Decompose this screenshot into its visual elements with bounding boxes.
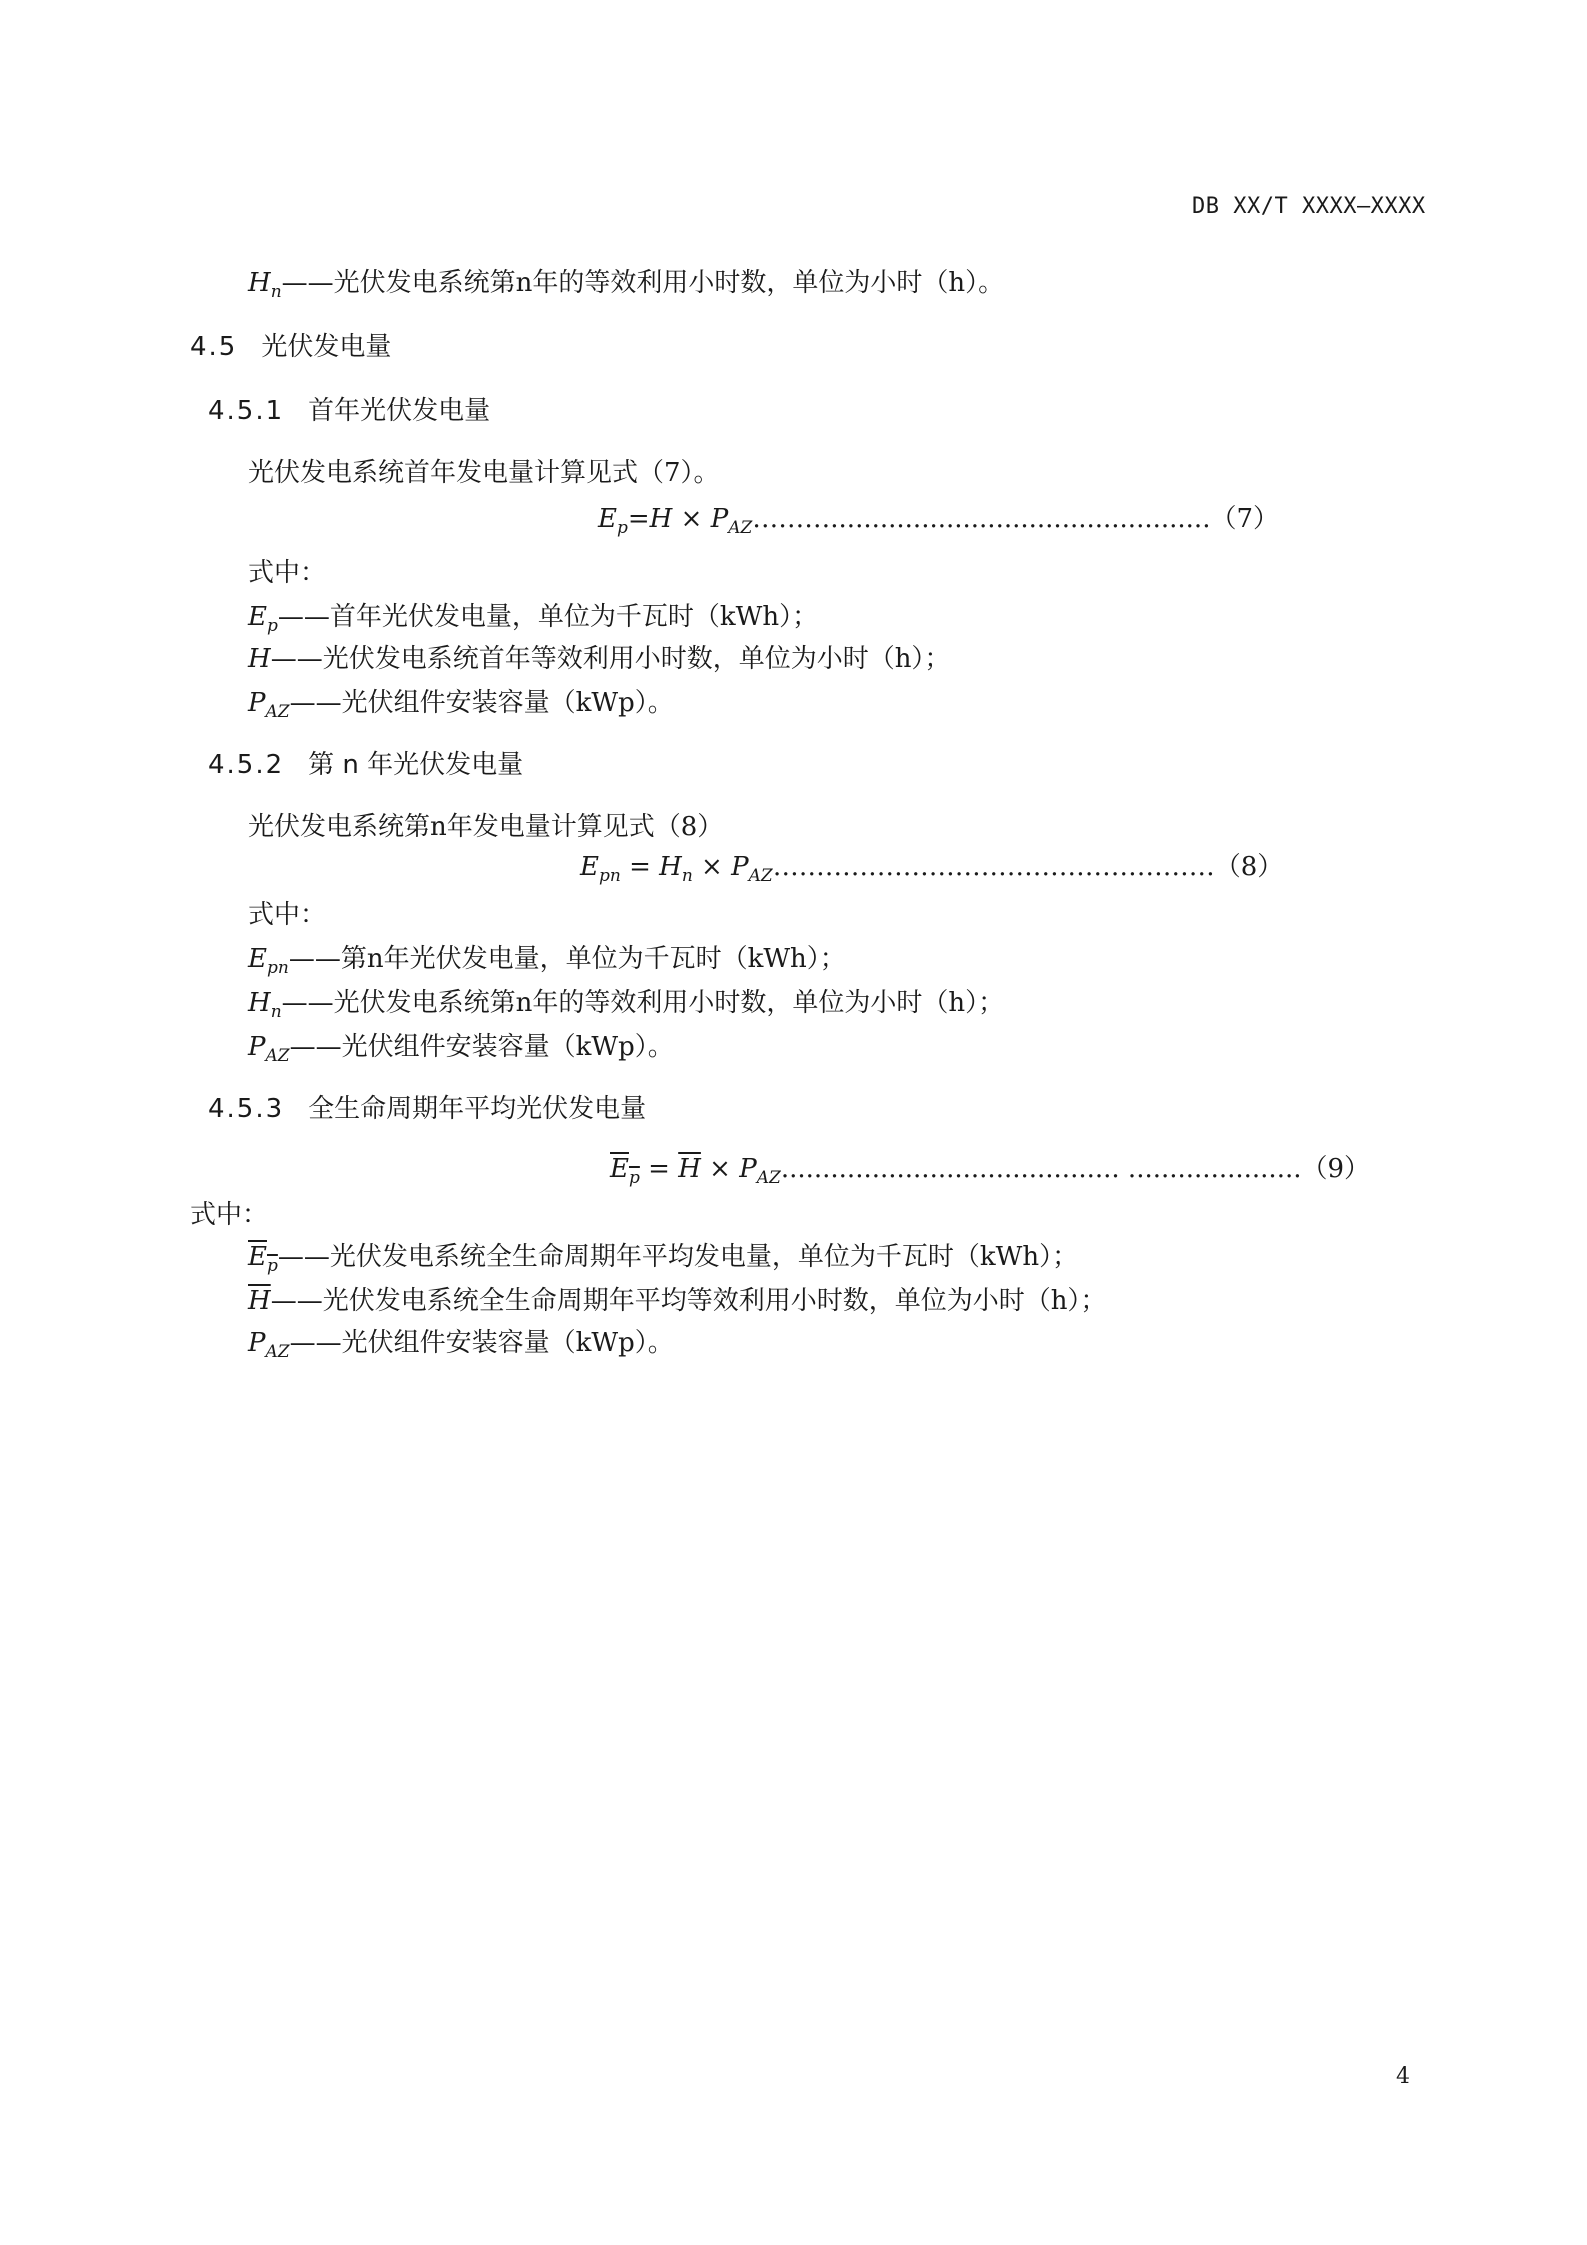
subscript: pn: [266, 958, 289, 978]
definition-epn: [248, 938, 846, 978]
symbol-e: E: [248, 944, 267, 974]
definition-hn-carryover: [248, 262, 1004, 302]
definition-h: [248, 638, 950, 675]
definition-text: ——光伏发电系统全生命周期年平均发电量，单位为千瓦时（kWh）；: [277, 1242, 1079, 1272]
mean-ep: [610, 1154, 640, 1188]
equals-sign: =: [620, 852, 660, 882]
section-heading-4-5-1: [208, 390, 490, 427]
definition-text: ——第n年光伏发电量，单位为千瓦时（kWh）；: [288, 944, 846, 974]
times-sign: ×: [672, 504, 711, 534]
symbol-h: H: [248, 268, 271, 298]
section-number: 4.5.2: [208, 750, 285, 780]
formula-label: （7）: [1210, 504, 1280, 534]
where-label: 式中：: [248, 900, 327, 930]
symbol-h-mean: $\overline{H}$: [678, 1154, 701, 1184]
subscript: AZ: [265, 1046, 290, 1066]
definition-paz: [248, 682, 674, 722]
symbol-e: E: [580, 852, 599, 882]
subscript: p: [266, 1256, 278, 1276]
symbol-p: P: [731, 852, 749, 882]
symbol-h: H: [659, 852, 682, 882]
symbol-e: E: [248, 602, 267, 632]
definition-text: ——光伏组件安装容量（kWp）。: [289, 688, 674, 718]
leader-dots: ……………………………………………: [772, 852, 1215, 882]
symbol-e: E: [248, 1242, 267, 1272]
section-number: 4.5.3: [208, 1094, 285, 1124]
definition-hn: [248, 982, 1004, 1022]
section-heading-4-5-3: [208, 1088, 646, 1125]
symbol-p: P: [739, 1154, 757, 1184]
where-label: 式中：: [248, 558, 327, 588]
mean-ep: [248, 1242, 278, 1276]
subscript: n: [681, 866, 693, 886]
section-title: 第 n 年光伏发电量: [308, 750, 524, 780]
subscript: p: [616, 518, 628, 538]
definition-ep-mean: [248, 1236, 1078, 1276]
section-number: 4.5: [190, 332, 238, 362]
definition-paz: [248, 1026, 674, 1066]
symbol-e: E: [598, 504, 617, 534]
subscript: pn: [598, 866, 621, 886]
section-heading-4-5-2: [208, 744, 523, 781]
leader-dots: ......................................... .....................: [780, 1154, 1302, 1184]
definition-text: ——光伏发电系统第n年的等效利用小时数，单位为小时（h）；: [281, 988, 1005, 1018]
formula-9: [610, 1148, 1370, 1188]
formula-label: （9）: [1301, 1154, 1371, 1184]
section-title: 首年光伏发电量: [308, 396, 491, 426]
equals-sign: =: [627, 504, 650, 534]
definition-text: ——首年光伏发电量，单位为千瓦时（kWh）；: [277, 602, 819, 632]
where-label: 式中：: [190, 1200, 269, 1230]
symbol-p: P: [248, 1328, 266, 1358]
paragraph-intro-7: 光伏发电系统首年发电量计算见式（7）。: [248, 458, 720, 488]
subscript: AZ: [748, 866, 773, 886]
symbol-p: P: [710, 504, 729, 534]
definition-paz: [248, 1322, 674, 1362]
formula-label: （8）: [1214, 852, 1284, 882]
section-title: 全生命周期年平均光伏发电量: [308, 1094, 647, 1124]
section-number: 4.5.1: [208, 396, 285, 426]
subscript: p: [266, 616, 278, 636]
paragraph-intro-8: 光伏发电系统第n年发电量计算见式（8）: [248, 812, 724, 842]
symbol-p: P: [248, 1032, 266, 1062]
definition-text: ——光伏发电系统第n年的等效利用小时数，单位为小时（h）。: [281, 268, 1005, 298]
times-sign: ×: [692, 852, 732, 882]
symbol-e: E: [610, 1154, 629, 1184]
section-heading-4-5: [190, 326, 391, 363]
subscript: AZ: [265, 702, 290, 722]
section-title: 光伏发电量: [261, 332, 392, 362]
leader-dots: ………..............................................: [752, 504, 1211, 534]
definition-ep: [248, 596, 818, 636]
page-number: 4: [1396, 2064, 1410, 2089]
symbol-h: H: [248, 644, 271, 674]
symbol-h-mean: $\overline{H}$: [248, 1286, 271, 1316]
symbol-h: H: [248, 988, 271, 1018]
symbol-p: P: [248, 688, 266, 718]
subscript: AZ: [728, 518, 753, 538]
definition-text: ——光伏组件安装容量（kWp）。: [289, 1328, 674, 1358]
definition-text: ——光伏组件安装容量（kWp）。: [289, 1032, 674, 1062]
symbol-h: H: [649, 504, 673, 534]
formula-8: [580, 846, 1283, 886]
definition-text: ——光伏发电系统首年等效利用小时数，单位为小时（h）；: [270, 644, 951, 674]
definition-text: ——光伏发电系统全生命周期年平均等效利用小时数，单位为小时（h）；: [270, 1286, 1107, 1316]
formula-7: [598, 498, 1279, 538]
subscript: n: [270, 282, 282, 302]
subscript: n: [270, 1002, 282, 1022]
subscript: p: [628, 1168, 640, 1188]
subscript: AZ: [265, 1342, 290, 1362]
times-sign: ×: [700, 1154, 740, 1184]
equals-sign: =: [639, 1154, 679, 1184]
document-code: DB XX/T XXXX—XXXX: [1192, 194, 1426, 219]
subscript: AZ: [756, 1168, 781, 1188]
definition-h-mean: [248, 1280, 1106, 1317]
